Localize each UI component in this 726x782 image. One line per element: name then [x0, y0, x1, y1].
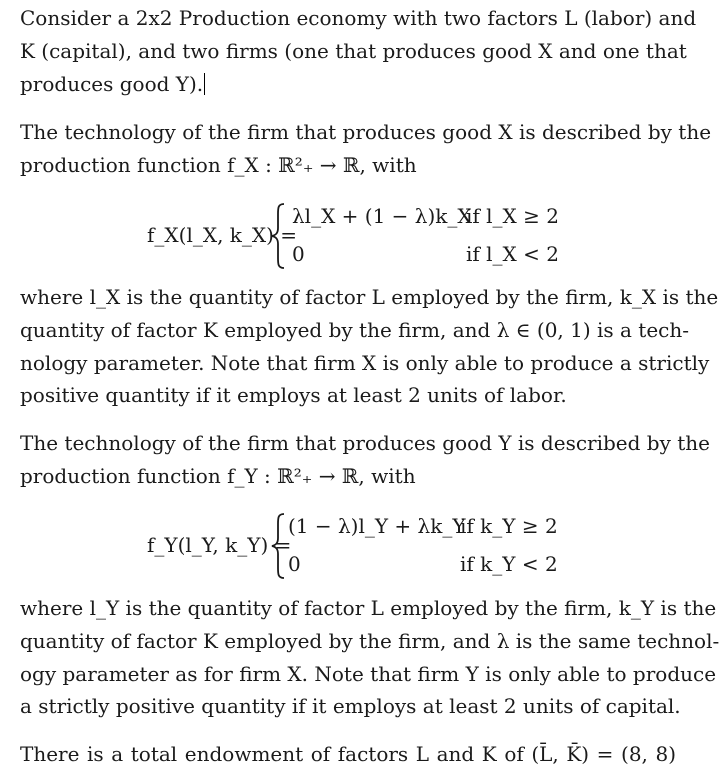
technology-x-line-2: production function f_X : ℝ²₊ → ℝ, with: [20, 152, 417, 177]
intro-line-3-text: produces good Y).: [20, 71, 204, 96]
equation-fy-lhs: f_Y(l_Y, k_Y) =: [147, 533, 292, 557]
paragraph-intro: [20, 2, 697, 100]
equation-fx-case2-expr: 0: [292, 242, 305, 266]
equation-fy-case2-expr: 0: [288, 552, 301, 576]
where-y-line-3: ogy parameter as for firm X. Note that firm Y is only able to produce: [20, 661, 717, 686]
intro-line-1: Consider a 2x2 Production economy with two factors L (labor) and: [20, 6, 697, 30]
intro-line-2: K (capital), and two firms (one that produces good X and one that: [20, 38, 687, 63]
technology-y-line-2: production function f_Y : ℝ²₊ → ℝ, with: [20, 463, 416, 488]
paragraph-where-x: [20, 281, 719, 412]
where-x-line-3: nology parameter. Note that firm X is only able to produce a strictly: [20, 350, 710, 375]
equation-fx-lhs: f_X(l_X, k_X) =: [147, 223, 298, 247]
left-brace-icon: [270, 202, 286, 270]
where-x-line-1: where l_X is the quantity of factor L employed by the firm, k_X is the: [20, 285, 719, 309]
equation-fy-case1-expr: (1 − λ)l_Y + λk_Y: [288, 514, 466, 538]
text-cursor: [204, 73, 205, 95]
paragraph-technology-x: [20, 116, 712, 182]
where-x-line-4: positive quantity if it employs at least 2 units of labor.: [20, 383, 567, 408]
where-y-line-2: quantity of factor K employed by the firm, and λ is the same technol-: [20, 628, 720, 653]
where-y-line-4: a strictly positive quantity if it employs at least 2 units of capital.: [20, 694, 681, 719]
paragraph-where-y: [20, 592, 720, 723]
equation-fx-case2-cond: if l_X < 2: [466, 242, 559, 266]
equation-fy-case2-cond: if k_Y < 2: [460, 552, 558, 576]
equation-fy: [0, 510, 726, 582]
equation-fx-case1-cond: if l_X ≥ 2: [466, 204, 559, 228]
left-brace-icon: [270, 512, 286, 580]
where-y-line-1: where l_Y is the quantity of factor L employed by the firm, k_Y is the: [20, 596, 717, 620]
technology-y-line-1: The technology of the firm that produces good Y is described by the: [20, 431, 710, 455]
equation-fx: [0, 200, 726, 272]
where-x-line-2: quantity of factor K employed by the firm, and λ ∈ (0, 1) is a tech-: [20, 317, 690, 342]
equation-fx-case1-expr: λl_X + (1 − λ)k_X: [292, 204, 472, 228]
technology-x-line-1: The technology of the firm that produces good X is described by the: [20, 120, 712, 144]
equation-fy-case1-cond: if k_Y ≥ 2: [460, 514, 558, 538]
intro-line-3[interactable]: [20, 68, 676, 101]
paragraph-technology-y: [20, 427, 710, 493]
endowment-line-1: There is a total endowment of factors L and K of (L̄, K̄) = (8, 8): [20, 742, 676, 766]
paragraph-endowment: [20, 738, 676, 771]
